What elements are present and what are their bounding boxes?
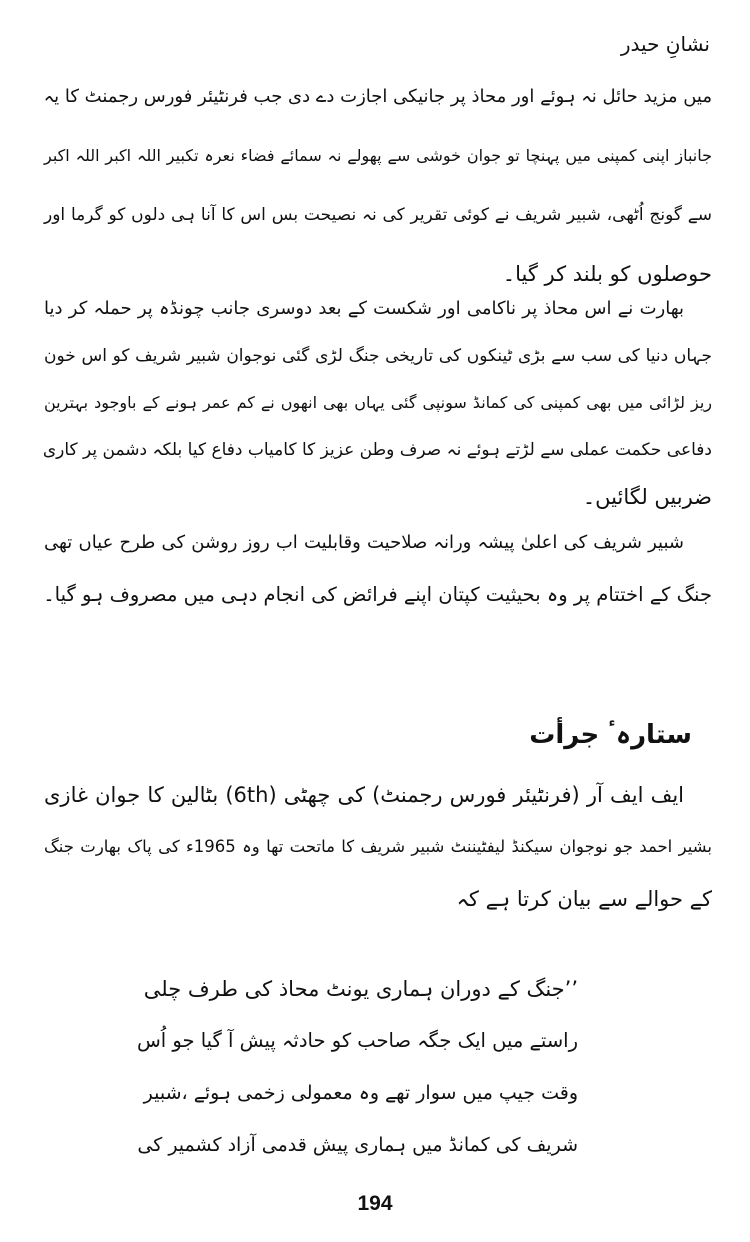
paragraph-2 <box>44 296 712 510</box>
paragraph-1 <box>44 84 712 287</box>
text-line: کے حوالے سے بیان کرتا ہے کہ <box>456 887 712 911</box>
text-line: دفاعی حکمت عملی سے لڑتے ہوئے نہ صرف وطن عزیز کا کامیاب دفاع کیا بلکہ دشمن پر کاری <box>42 440 712 460</box>
section-heading: ستارہٴ جرأت <box>529 720 692 750</box>
text-line: میں مزید حائل نہ ہوئے اور محاذ پر جانیکی اجازت دے دی جب فرنٹیئر فورس رجمنٹ کا یہ <box>43 86 712 107</box>
text-line: بھارت نے اس محاذ پر ناکامی اور شکست کے بعد دوسری جانب چونڈہ پر حملہ کر دیا <box>44 298 684 319</box>
text-line: جہاں دنیا کی سب سے بڑی ٹینکوں کی تاریخی جنگ لڑی گئی نوجوان شبیر شریف کو اس خون <box>44 346 712 366</box>
text-line: شبیر شریف کی اعلیٰ پیشہ ورانہ صلاحیت وقابلیت اب روز روشن کی طرح عیاں تھی <box>44 532 684 553</box>
paragraph-3 <box>44 530 712 608</box>
running-header: نشانِ حیدر <box>620 32 710 56</box>
text-line: ضربیں لگائیں۔ <box>582 485 712 509</box>
text-line: ایف ایف آر (فرنٹیئر فورس رجمنٹ) کی چھٹی (6th) بٹالین کا جوان غازی <box>44 783 685 807</box>
text-line: ریز لڑائی میں بھی کمپنی کی کمانڈ سونپی گئی یہاں بھی انھوں نے کم عمر ہونے کے باوجود بہترین <box>44 393 712 412</box>
page-number: 194 <box>357 1192 393 1215</box>
text-line: جنگ کے اختتام پر وہ بحیثیت کپتان اپنے فرائض کی انجام دہی میں مصروف ہو گیا۔ <box>43 583 712 606</box>
quote-line: ’’جنگ کے دوران ہماری یونٹ محاذ کی طرف چلی <box>143 977 578 1001</box>
quote-line: راستے میں ایک جگہ صاحب کو حادثہ پیش آ گیا جو اُس <box>136 1029 578 1052</box>
quotation-block <box>138 976 578 1158</box>
quote-line: شریف کی کمانڈ میں ہماری پیش قدمی آزاد کشمیر کی <box>137 1134 578 1156</box>
paragraph-4 <box>44 782 712 912</box>
text-line: حوصلوں کو بلند کر گیا۔ <box>502 262 712 286</box>
text-line: بشیر احمد جو نوجوان سیکنڈ لیفٹیننٹ شبیر شریف کا ماتحت تھا وہ 1965ء کی پاک بھارت جنگ <box>44 837 712 856</box>
text-line: سے گونج اُٹھی، شبیر شریف نے کوئی تقریر کی نہ نصیحت بس اس کا آنا ہی دلوں کو گرما اور <box>44 205 712 225</box>
quote-line: وقت جیپ میں سوار تھے وہ معمولی زخمی ہوئے ،شبیر <box>143 1082 578 1104</box>
text-line: جانباز اپنی کمپنی میں پہنچا تو جوان خوشی سے پھولے نہ سمائے فضاء نعرہ تکبیر اللہ اکبر اللہ اکبر <box>44 146 712 165</box>
